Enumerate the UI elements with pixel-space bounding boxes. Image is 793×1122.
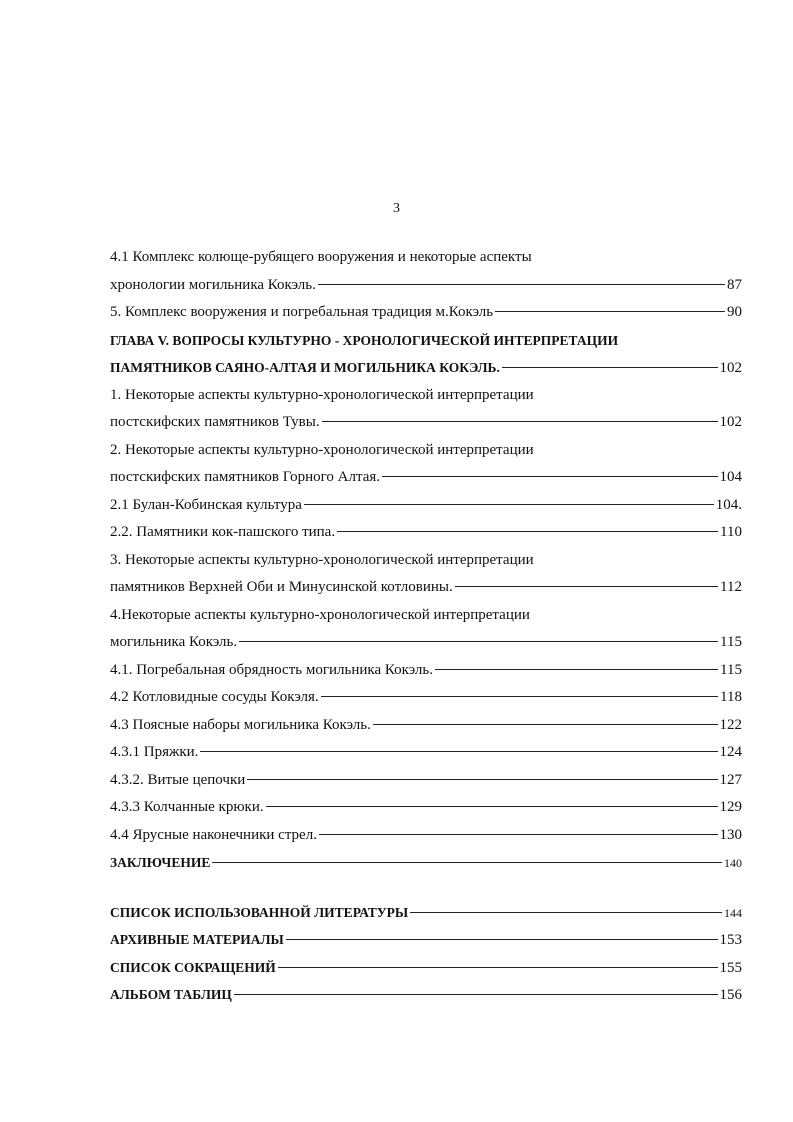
toc-entry bbox=[110, 492, 742, 520]
section-heading: АРХИВНЫЕ МАТЕРИАЛЫ bbox=[110, 932, 284, 947]
dot-leader bbox=[234, 994, 718, 995]
toc-entry-line bbox=[110, 382, 742, 410]
dot-leader bbox=[322, 421, 718, 422]
toc-entry-line bbox=[110, 547, 742, 575]
toc-page: 153 bbox=[719, 932, 742, 948]
chapter-heading: ГЛАВА V. ВОПРОСЫ КУЛЬТУРНО - ХРОНОЛОГИЧЕСКОЙ ИНТЕРПРЕТАЦИИ bbox=[110, 332, 619, 348]
toc-entry bbox=[110, 899, 742, 927]
toc-page: 90 bbox=[727, 304, 742, 320]
section-heading: ЗАКЛЮЧЕНИЕ bbox=[110, 855, 211, 870]
toc-entry bbox=[110, 464, 742, 492]
toc-entry bbox=[110, 272, 742, 300]
toc-page: 124 bbox=[719, 744, 742, 760]
toc-page: 115 bbox=[720, 661, 742, 678]
toc-entry-text: 4.1 Комплекс колюще-рубящего вооружения и некоторые аспекты bbox=[110, 249, 532, 265]
toc-entry bbox=[110, 849, 742, 877]
toc-entry-text: 3. Некоторые аспекты культурно-хронологической интерпретации bbox=[110, 551, 534, 568]
toc-page: 115 bbox=[720, 634, 742, 650]
toc-entry bbox=[110, 794, 742, 822]
page-number: 3 bbox=[393, 201, 400, 216]
toc-entry bbox=[110, 519, 742, 547]
toc-entry-text: 4.2 Котловидные сосуды Кокэля. bbox=[110, 689, 319, 705]
toc-entry-line bbox=[110, 437, 742, 465]
dot-leader bbox=[266, 806, 718, 807]
section-heading: АЛЬБОМ ТАБЛИЦ bbox=[110, 987, 232, 1002]
toc-entry-text: 4.1. Погребальная обрядность могильника Кокэль. bbox=[110, 661, 433, 678]
dot-leader bbox=[321, 696, 718, 697]
section-heading: СПИСОК ИСПОЛЬЗОВАННОЙ ЛИТЕРАТУРЫ bbox=[110, 904, 409, 920]
toc-entry bbox=[110, 822, 742, 850]
toc-entry bbox=[110, 354, 742, 382]
toc-entry-text: 5. Комплекс вооружения и погребальная традиция м.Кокэль bbox=[110, 304, 494, 320]
toc-entry bbox=[110, 926, 742, 954]
toc-page: 110 bbox=[720, 524, 742, 540]
toc-entry-text: 2. Некоторые аспекты культурно-хронологической интерпретации bbox=[110, 441, 534, 458]
toc-page: 122 bbox=[719, 716, 742, 733]
dot-leader bbox=[455, 586, 718, 587]
toc-entry-line bbox=[110, 602, 742, 630]
dot-leader bbox=[435, 669, 718, 670]
toc-entry bbox=[110, 981, 742, 1009]
dot-leader bbox=[212, 862, 722, 863]
dot-leader bbox=[200, 751, 717, 752]
dot-leader bbox=[247, 779, 717, 780]
dot-leader bbox=[337, 531, 718, 532]
table-of-contents bbox=[110, 244, 742, 1009]
dot-leader bbox=[502, 367, 718, 368]
dot-leader bbox=[304, 504, 714, 505]
toc-entry-text: 4.Некоторые аспекты культурно-хронологической интерпретации bbox=[110, 606, 530, 623]
toc-page: 155 bbox=[719, 959, 742, 976]
toc-entry bbox=[110, 409, 742, 437]
spacer bbox=[110, 877, 742, 899]
toc-entry-text: памятников Верхней Оби и Минусинской котловины. bbox=[110, 579, 453, 595]
toc-entry-text: могильника Кокэль. bbox=[110, 634, 238, 650]
toc-page: 102 bbox=[719, 414, 742, 430]
toc-page: 129 bbox=[719, 799, 742, 815]
toc-entry-text: постскифских памятников Тувы. bbox=[110, 414, 320, 430]
toc-page: 102 bbox=[719, 360, 742, 376]
toc-entry-text: 2.1 Булан-Кобинская культура bbox=[110, 496, 302, 513]
dot-leader bbox=[286, 939, 718, 940]
toc-page: 104. bbox=[715, 496, 742, 513]
toc-entry bbox=[110, 767, 742, 795]
toc-entry-text: 4.4 Ярусные наконечники стрел. bbox=[110, 826, 317, 843]
toc-page: 87 bbox=[727, 276, 742, 293]
dot-leader bbox=[373, 724, 718, 725]
toc-entry-text: 4.3.1 Пряжки. bbox=[110, 744, 199, 760]
toc-page: 104 bbox=[719, 469, 742, 485]
toc-page: 112 bbox=[720, 579, 742, 595]
toc-entry bbox=[110, 299, 742, 327]
toc-entry bbox=[110, 739, 742, 767]
toc-entry-line bbox=[110, 327, 742, 355]
toc-page: 156 bbox=[719, 987, 742, 1003]
toc-entry-line bbox=[110, 244, 742, 272]
toc-entry-text: 4.3.2. Витые цепочки bbox=[110, 771, 246, 788]
toc-entry-text: 4.3.3 Колчанные крюки. bbox=[110, 799, 264, 815]
dot-leader bbox=[495, 311, 725, 312]
toc-page: 130 bbox=[719, 826, 742, 843]
chapter-heading: ПАМЯТНИКОВ САЯНО-АЛТАЯ И МОГИЛЬНИКА КОКЭЛЬ. bbox=[110, 360, 500, 375]
toc-entry-text: постскифских памятников Горного Алтая. bbox=[110, 469, 381, 485]
toc-entry bbox=[110, 574, 742, 602]
section-heading: СПИСОК СОКРАЩЕНИЙ bbox=[110, 959, 276, 975]
toc-entry-text: хронологии могильника Кокэль. bbox=[110, 276, 316, 293]
toc-entry bbox=[110, 954, 742, 982]
toc-entry bbox=[110, 657, 742, 685]
toc-entry bbox=[110, 629, 742, 657]
dot-leader bbox=[318, 284, 725, 285]
dot-leader bbox=[382, 476, 717, 477]
dot-leader bbox=[410, 912, 722, 913]
toc-page: 118 bbox=[720, 689, 742, 705]
toc-entry-text: 4.3 Поясные наборы могильника Кокэль. bbox=[110, 716, 371, 733]
toc-page: 140 bbox=[724, 856, 742, 870]
dot-leader bbox=[278, 967, 718, 968]
dot-leader bbox=[239, 641, 718, 642]
toc-page: 144 bbox=[724, 905, 742, 920]
toc-entry-text: 2.2. Памятники кок-пашского типа. bbox=[110, 524, 336, 540]
toc-entry bbox=[110, 712, 742, 740]
toc-page: 127 bbox=[719, 771, 742, 788]
toc-entry bbox=[110, 684, 742, 712]
toc-entry-text: 1. Некоторые аспекты культурно-хронологической интерпретации bbox=[110, 386, 534, 403]
dot-leader bbox=[319, 834, 718, 835]
